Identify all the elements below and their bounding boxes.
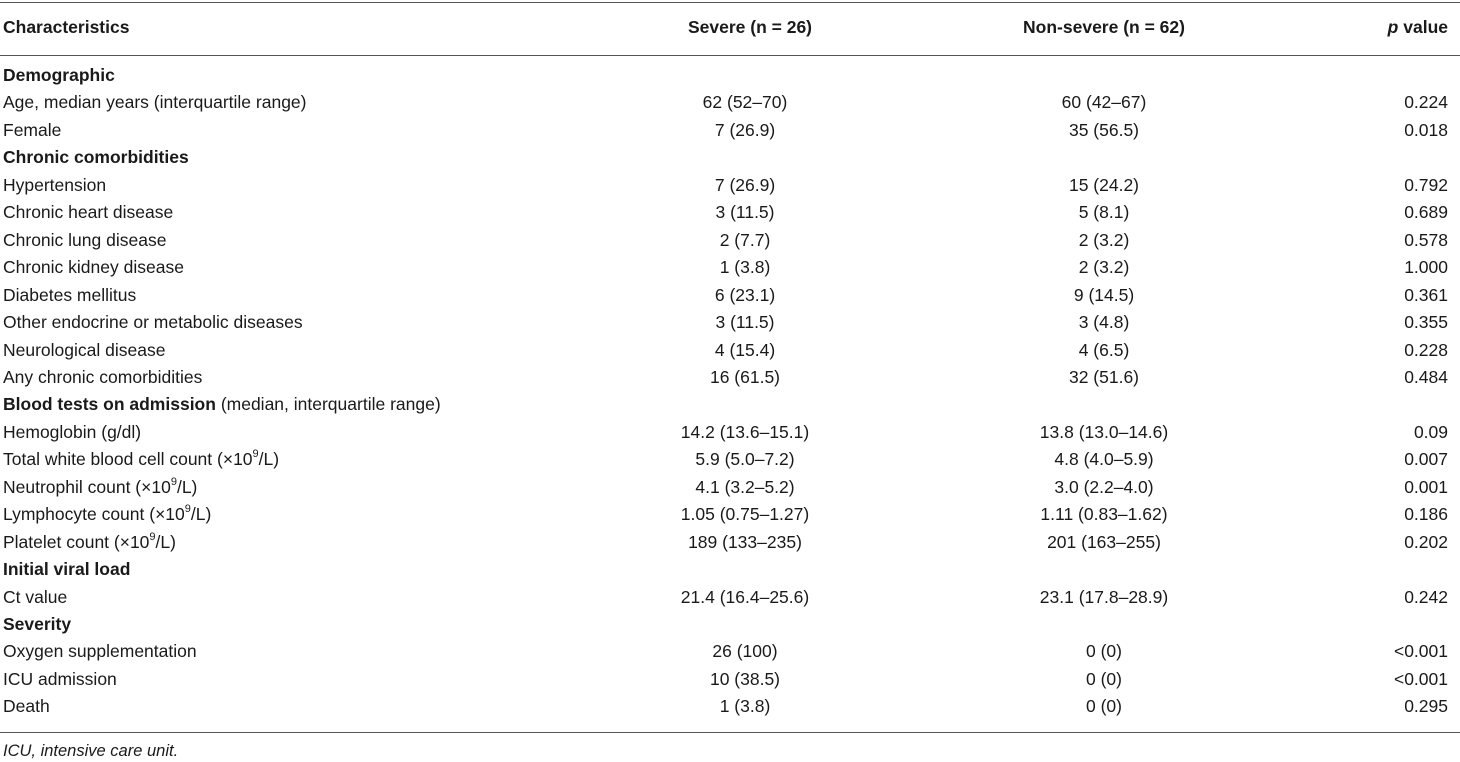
severe-value: 1 (3.8)	[719, 257, 771, 278]
severe-value: 189 (133–235)	[688, 531, 802, 552]
label-text-suffix: /L)	[190, 504, 212, 525]
severe-value: 5.9 (5.0–7.2)	[695, 449, 795, 470]
label-text: Other endocrine or metabolic diseases	[3, 312, 303, 333]
table-row	[0, 666, 1460, 693]
label-text: Lymphocyte count (×10	[3, 504, 185, 525]
p-value: 0.242	[1404, 586, 1448, 607]
label-text: Chronic heart disease	[3, 202, 174, 223]
section-header-row	[0, 611, 1460, 638]
label-text: Total white blood cell count (×10	[3, 449, 253, 470]
label-superscript: 9	[252, 448, 259, 461]
section-label	[3, 62, 115, 89]
header-non-severe: Non-severe (n = 62)	[1023, 17, 1185, 37]
non-severe-value: 32 (51.6)	[1068, 366, 1140, 387]
header-p-letter: p	[1387, 17, 1399, 37]
section-label	[3, 556, 130, 583]
table-top-rule	[0, 2, 1460, 3]
non-severe-value: 4.8 (4.0–5.9)	[1054, 449, 1154, 470]
non-severe-value: 4 (6.5)	[1078, 339, 1130, 360]
header-severe: Severe (n = 26)	[687, 17, 813, 37]
label-text-suffix: /L)	[258, 449, 280, 470]
row-label	[3, 254, 184, 281]
row-label	[3, 529, 176, 556]
table-row	[0, 474, 1460, 501]
non-severe-value: 201 (163–255)	[1047, 531, 1161, 552]
section-label	[3, 391, 441, 418]
label-text: Hypertension	[3, 174, 107, 195]
p-value: 0.361	[1404, 284, 1448, 305]
row-label	[3, 117, 61, 144]
label-text: ICU admission	[3, 668, 117, 689]
label-text: Death	[3, 696, 50, 717]
p-value: 0.484	[1404, 366, 1448, 387]
table-row	[0, 172, 1460, 199]
label-text: Hemoglobin (g/dl)	[3, 421, 142, 442]
label-text: Female	[3, 119, 62, 140]
severe-value: 4 (15.4)	[714, 339, 776, 360]
severe-value: 3 (11.5)	[715, 202, 775, 223]
p-value: 0.007	[1404, 449, 1448, 470]
table-row	[0, 693, 1460, 720]
non-severe-value: 5 (8.1)	[1078, 202, 1130, 223]
table-header-row	[0, 14, 1460, 41]
severe-value: 10 (38.5)	[709, 668, 781, 689]
label-text: Neurological disease	[3, 339, 166, 360]
label-text: Initial viral load	[3, 559, 131, 580]
section-label	[3, 144, 189, 171]
row-label	[3, 638, 197, 665]
p-value: 0.202	[1404, 531, 1448, 552]
label-text: Age, median years (interquartile range)	[3, 92, 307, 113]
p-value: <0.001	[1393, 668, 1448, 689]
row-label	[3, 89, 307, 116]
table-row	[0, 419, 1460, 446]
table-row	[0, 529, 1460, 556]
label-text: Severity	[3, 614, 72, 634]
table-bottom-rule	[0, 732, 1460, 733]
label-superscript: 9	[149, 530, 156, 543]
table-row	[0, 89, 1460, 116]
header-p-value	[1388, 14, 1448, 41]
table-row	[0, 446, 1460, 473]
row-label	[3, 474, 197, 501]
non-severe-value: 2 (3.2)	[1078, 257, 1130, 278]
label-text: Diabetes mellitus	[3, 284, 137, 305]
section-header-row	[0, 62, 1460, 89]
table-row	[0, 117, 1460, 144]
non-severe-value: 23.1 (17.8–28.9)	[1039, 586, 1169, 607]
label-text: Blood tests on admission	[3, 394, 216, 415]
non-severe-value: 3 (4.8)	[1078, 312, 1130, 333]
non-severe-value: 60 (42–67)	[1061, 92, 1147, 113]
row-label	[3, 446, 279, 473]
p-value: 0.186	[1404, 504, 1448, 525]
non-severe-value: 2 (3.2)	[1078, 229, 1130, 250]
row-label	[3, 282, 136, 309]
header-characteristics: Characteristics	[3, 17, 130, 37]
severe-value: 1 (3.8)	[719, 696, 771, 717]
non-severe-value: 1.11 (0.83–1.62)	[1040, 504, 1168, 525]
non-severe-value: 0 (0)	[1086, 696, 1122, 717]
row-label	[3, 419, 141, 446]
row-label	[3, 693, 50, 720]
non-severe-value: 9 (14.5)	[1073, 284, 1135, 305]
table-row	[0, 199, 1460, 226]
table-row	[0, 254, 1460, 281]
section-header-row	[0, 144, 1460, 171]
row-label	[3, 364, 202, 391]
severe-value: 6 (23.1)	[714, 284, 776, 305]
severe-value: 4.1 (3.2–5.2)	[695, 476, 795, 497]
section-note: (median, interquartile range)	[215, 394, 441, 415]
severe-value: 2 (7.7)	[719, 229, 771, 250]
label-text: Platelet count (×10	[3, 531, 150, 552]
p-value: 0.295	[1404, 696, 1448, 717]
row-label	[3, 172, 106, 199]
label-superscript: 9	[184, 503, 191, 516]
severe-value: 26 (100)	[712, 641, 778, 662]
row-label	[3, 584, 67, 611]
p-value: 0.018	[1404, 119, 1448, 140]
non-severe-value: 0 (0)	[1086, 668, 1122, 689]
label-text: Ct value	[3, 586, 68, 607]
table-footnote: ICU, intensive care unit.	[3, 742, 179, 760]
label-text: Any chronic comorbidities	[3, 366, 203, 387]
label-text: Chronic comorbidities	[3, 147, 189, 168]
non-severe-value: 13.8 (13.0–14.6)	[1039, 421, 1169, 442]
severe-value: 16 (61.5)	[709, 366, 781, 387]
p-value: 0.578	[1404, 229, 1448, 250]
table-row	[0, 309, 1460, 336]
severe-value: 1.05 (0.75–1.27)	[680, 504, 810, 525]
p-value: 0.001	[1404, 476, 1448, 497]
section-label	[3, 611, 71, 638]
row-label	[3, 666, 117, 693]
p-value: 0.09	[1413, 421, 1448, 442]
table-header-rule	[0, 55, 1460, 56]
header-p-rest: value	[1398, 17, 1448, 37]
label-text: Demographic	[3, 65, 115, 85]
table-row	[0, 227, 1460, 254]
severe-value: 3 (11.5)	[715, 312, 775, 333]
severe-value: 7 (26.9)	[714, 174, 776, 195]
table-row	[0, 584, 1460, 611]
table-row	[0, 501, 1460, 528]
severe-value: 62 (52–70)	[702, 92, 788, 113]
label-text: Oxygen supplementation	[3, 641, 197, 662]
non-severe-value: 35 (56.5)	[1068, 119, 1140, 140]
label-text: Chronic kidney disease	[3, 257, 184, 278]
p-value: 1.000	[1404, 257, 1448, 278]
non-severe-value: 15 (24.2)	[1068, 174, 1140, 195]
table-row	[0, 337, 1460, 364]
label-superscript: 9	[170, 475, 177, 488]
row-label	[3, 501, 211, 528]
severe-value: 7 (26.9)	[714, 119, 776, 140]
severe-value: 21.4 (16.4–25.6)	[680, 586, 810, 607]
section-header-row	[0, 391, 1460, 418]
p-value: 0.224	[1404, 92, 1448, 113]
p-value: 0.689	[1404, 202, 1448, 223]
row-label	[3, 309, 303, 336]
table-row	[0, 364, 1460, 391]
label-text: Neutrophil count (×10	[3, 476, 171, 497]
table-row	[0, 282, 1460, 309]
label-text-suffix: /L)	[176, 476, 198, 497]
p-value: 0.228	[1404, 339, 1448, 360]
severe-value: 14.2 (13.6–15.1)	[680, 421, 810, 442]
section-header-row	[0, 556, 1460, 583]
label-text-suffix: /L)	[155, 531, 176, 552]
non-severe-value: 0 (0)	[1086, 641, 1122, 662]
p-value: 0.792	[1404, 174, 1448, 195]
table-row	[0, 638, 1460, 665]
label-text: Chronic lung disease	[3, 229, 167, 250]
p-value: 0.355	[1404, 312, 1448, 333]
row-label	[3, 337, 165, 364]
row-label	[3, 227, 166, 254]
row-label	[3, 199, 173, 226]
p-value: <0.001	[1393, 641, 1448, 662]
non-severe-value: 3.0 (2.2–4.0)	[1054, 476, 1154, 497]
